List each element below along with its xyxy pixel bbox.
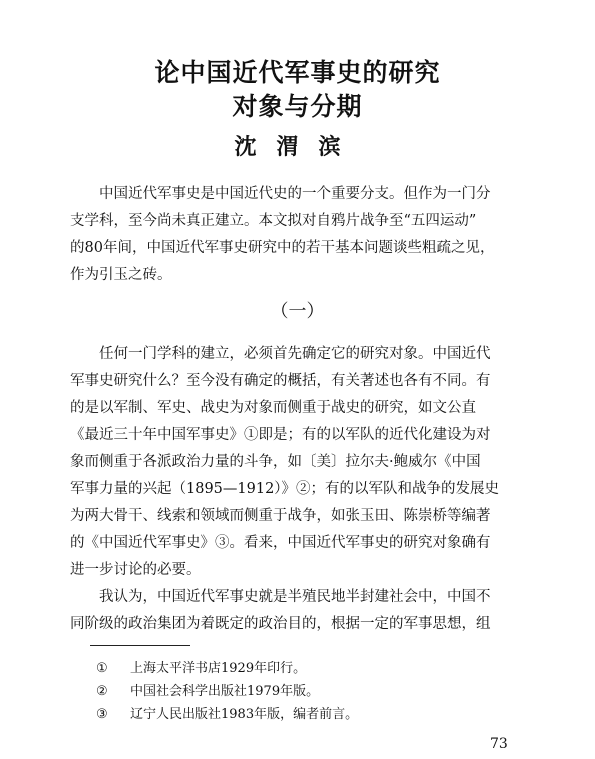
footnote-text: 辽宁人民出版社1983年版，编者前言。 xyxy=(130,707,359,722)
body-line: 军事史研究什么？至今没有确定的概括，有关著述也各有不同。有 xyxy=(70,373,491,389)
body-line: 象而侧重于各派政治力量的斗争，如〔美〕拉尔夫·鲍威尔《中国 xyxy=(70,454,481,470)
article-title-line-1: 论中国近代军事史的研究 xyxy=(154,58,441,87)
footnote xyxy=(96,706,536,724)
intro-line: 支学科，至今尚未真正建立。本文拟对自鸦片战争至“五四运动” xyxy=(70,213,477,229)
body-line: 同阶级的政治集团为着既定的政治目的，根据一定的军事思想，组 xyxy=(70,616,491,632)
body-line: 我认为，中国近代军事史就是半殖民地半封建社会中，中国不 xyxy=(70,589,491,605)
footnote-text: 上海太平洋书店1929年印行。 xyxy=(130,661,307,676)
body-line: 进一步讨论的必要。 xyxy=(70,562,201,578)
footnote xyxy=(96,683,536,701)
body-line: 为两大骨干、线索和领域而侧重于战争，如张玉田、陈崇桥等编著 xyxy=(70,508,491,524)
footnote-text: 中国社会科学出版社1979年版。 xyxy=(130,684,320,699)
intro-line: 作为引玉之砖。 xyxy=(70,267,172,283)
body-line: 任何一门学科的建立，必须首先确定它的研究对象。中国近代 xyxy=(70,346,491,362)
footnote-mark: ② xyxy=(96,684,108,699)
author-name: 沈渭滨 xyxy=(234,134,361,160)
body-line: 的是以军制、军史、战史为对象而侧重于战史的研究，如文公直 xyxy=(70,400,476,416)
page-number: 73 xyxy=(490,736,508,752)
article-title-line-2: 对象与分期 xyxy=(232,92,363,121)
section-heading: （一） xyxy=(270,301,325,322)
intro-line: 的80年间，中国近代军事史研究中的若干基本问题谈些粗疏之见， xyxy=(70,240,495,256)
body-line: 军事力量的兴起（1895—1912）》②；有的以军队和战争的发展史 xyxy=(70,481,500,497)
footnote xyxy=(96,660,536,678)
footnote-divider xyxy=(90,645,190,646)
intro-line: 中国近代军事史是中国近代史的一个重要分支。但作为一门分 xyxy=(70,186,491,202)
body-line: 的《中国近代军事史》③。看来，中国近代军事史的研究对象确有 xyxy=(70,535,491,551)
footnote-mark: ① xyxy=(96,661,108,676)
body-line: 《最近三十年中国军事史》①即是；有的以军队的近代化建设为对 xyxy=(70,427,491,443)
footnote-mark: ③ xyxy=(96,707,108,722)
